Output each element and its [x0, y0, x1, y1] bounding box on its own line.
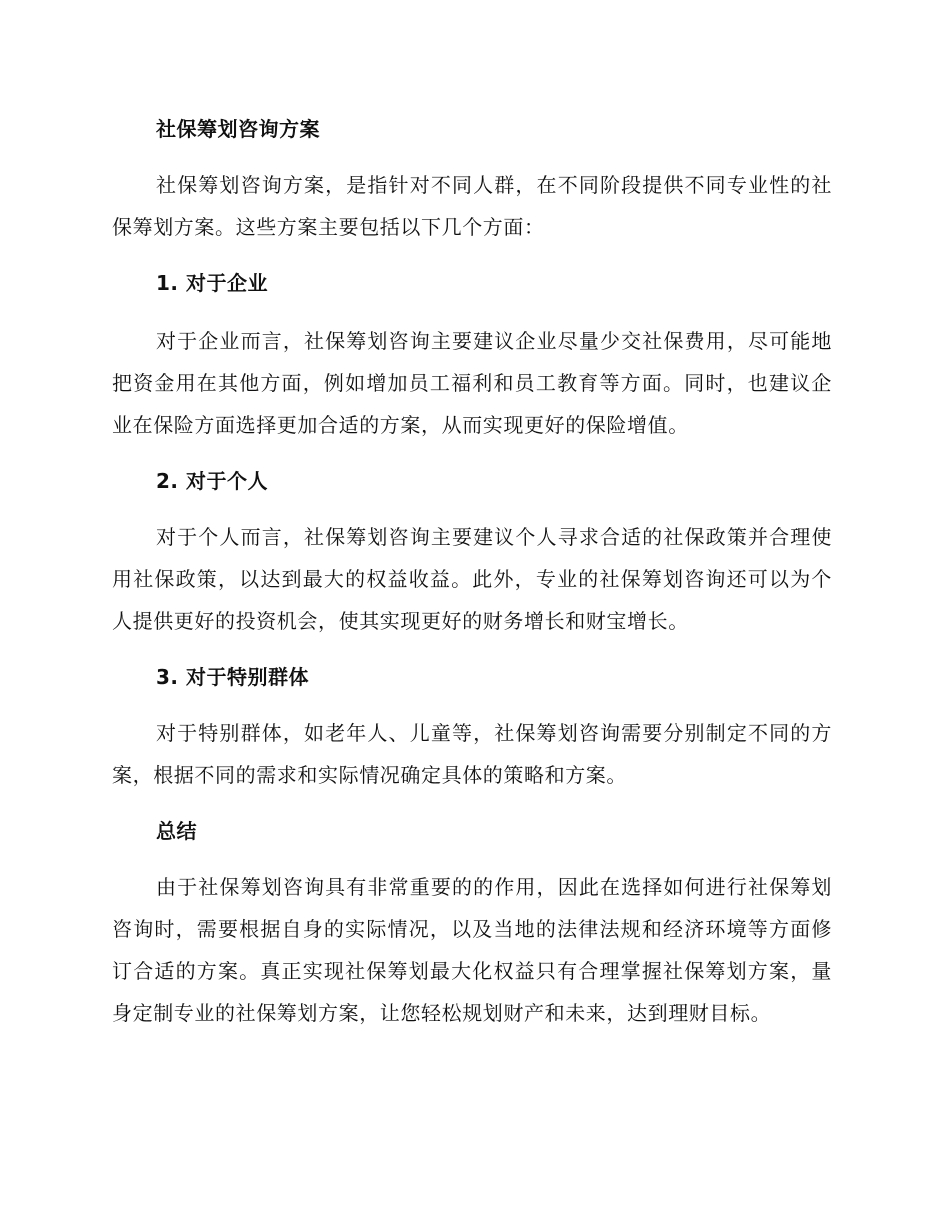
summary-paragraph: 由于社保筹划咨询具有非常重要的的作用，因此在选择如何进行社保筹划咨询时，需要根据自身的实际情况，以及当地的法律法规和经济环境等方面修订合适的方案。真正实现社保筹划最大化权益只有合理掌握社保筹划方案，量身定制专业的社保筹划方案，让您轻松规划财产和未来，达到理财目标。	[112, 875, 832, 1025]
document-content	[112, 108, 832, 1034]
document-title: 社保筹划咨询方案	[156, 117, 320, 141]
section-body-individual: 对于个人而言，社保筹划咨询主要建议个人寻求合适的社保政策并合理使用社保政策，以达到最大的权益收益。此外，专业的社保筹划咨询还可以为个人提供更好的投资机会，使其实现更好的财务增长和财宝增长。	[112, 525, 832, 633]
section-heading-enterprise: 1. 对于企业	[156, 271, 268, 295]
section-body-special-groups: 对于特别群体，如老年人、儿童等，社保筹划咨询需要分别制定不同的方案，根据不同的需求和实际情况确定具体的策略和方案。	[112, 721, 832, 787]
intro-paragraph: 社保筹划咨询方案，是指针对不同人群，在不同阶段提供不同专业性的社保筹划方案。这些方案主要包括以下几个方面：	[112, 173, 832, 239]
section-heading-special-groups: 3. 对于特别群体	[156, 665, 309, 689]
section-heading-individual: 2. 对于个人	[156, 469, 268, 493]
summary-heading: 总结	[156, 819, 197, 843]
section-body-enterprise: 对于企业而言，社保筹划咨询主要建议企业尽量少交社保费用，尽可能地把资金用在其他方面，例如增加员工福利和员工教育等方面。同时，也建议企业在保险方面选择更加合适的方案，从而实现更好的保险增值。	[112, 329, 832, 437]
